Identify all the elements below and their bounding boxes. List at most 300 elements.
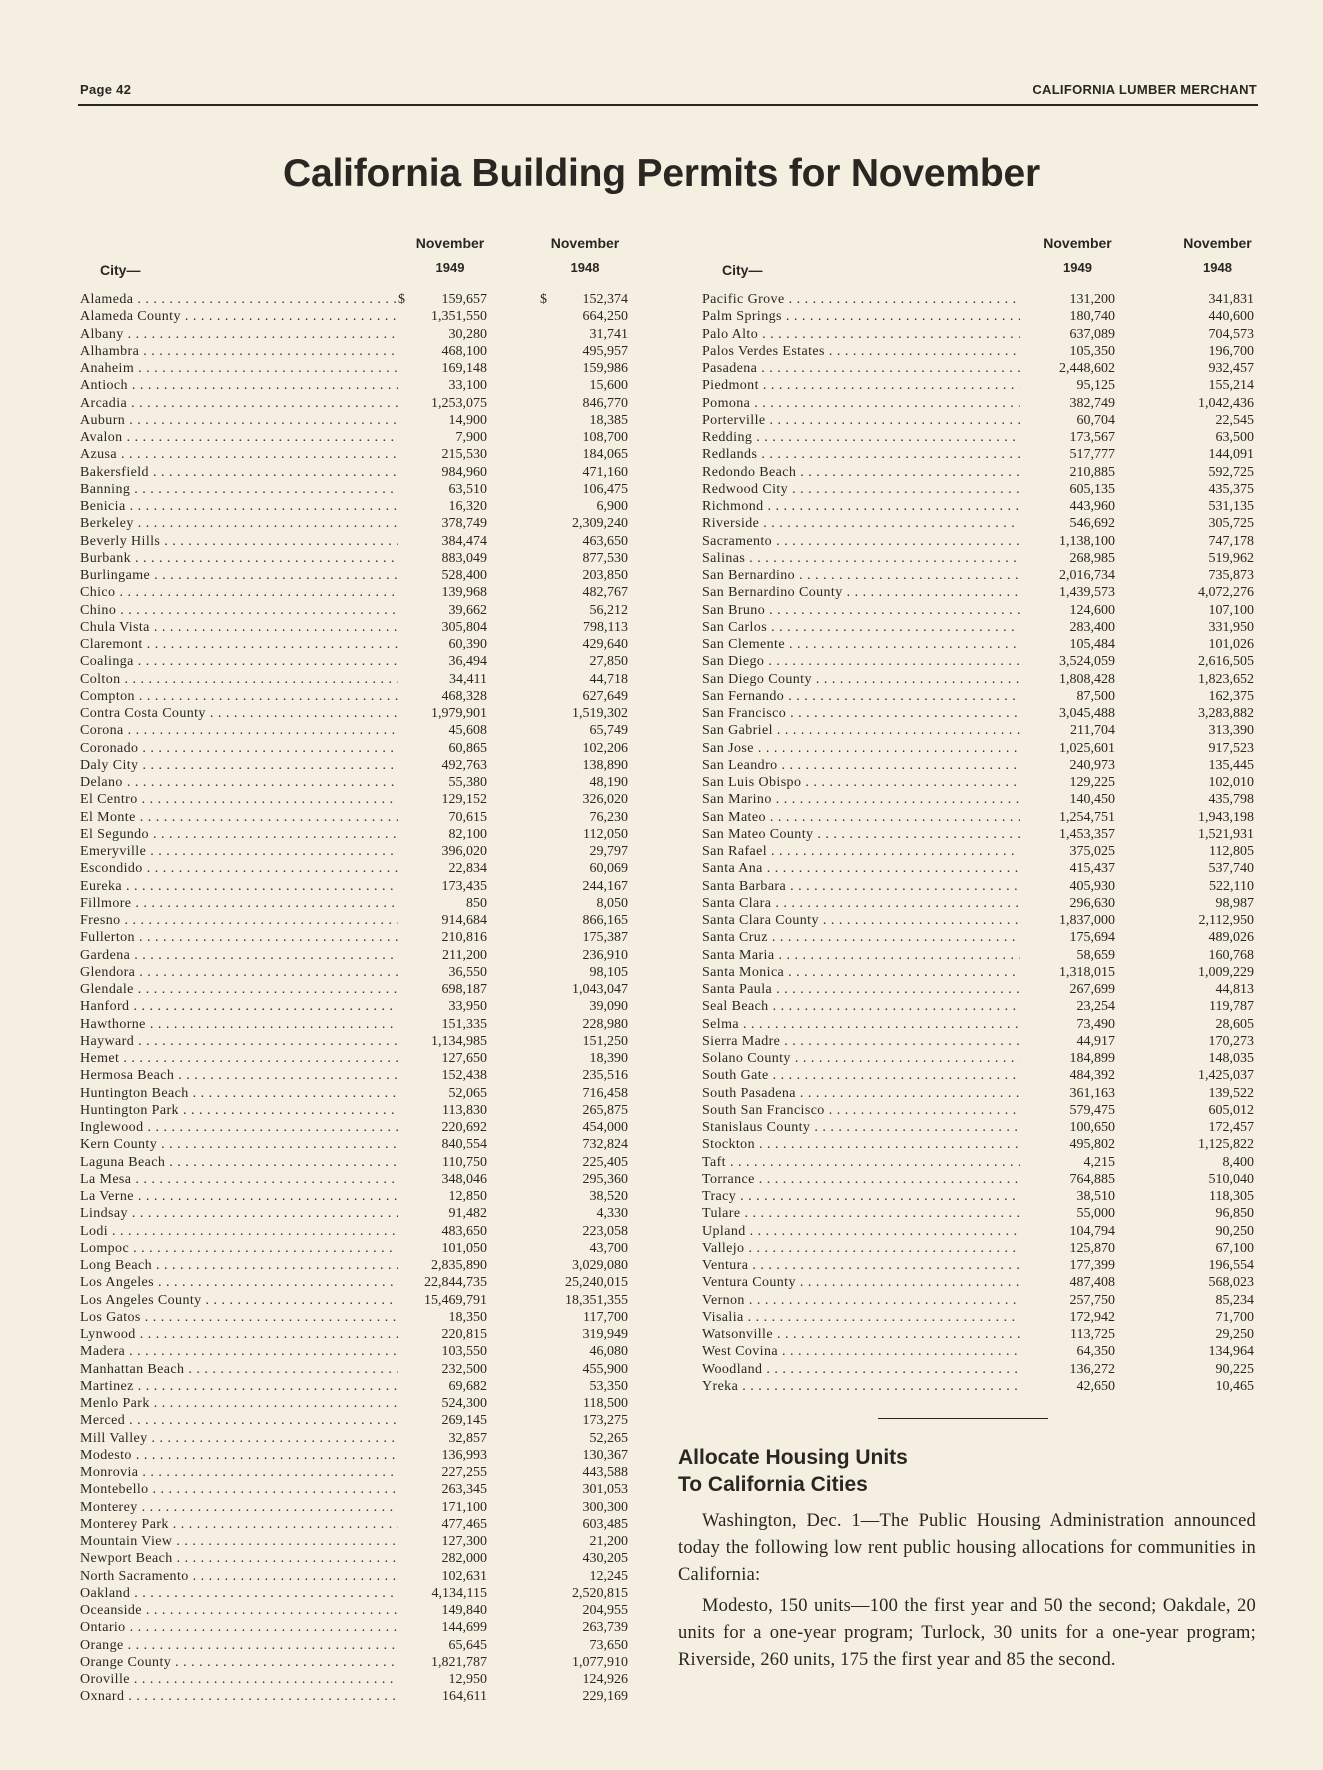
- table-row: [702, 757, 1254, 774]
- city-name: San Bernardino County . . .: [702, 584, 1020, 601]
- value-1948: 877,530: [582, 550, 628, 566]
- value-1949: 34,411: [449, 671, 487, 687]
- value-1948: 138,890: [582, 757, 628, 773]
- table-row: [702, 602, 1254, 619]
- table-row: [702, 446, 1254, 463]
- value-1949: 110,750: [442, 1154, 487, 1170]
- value-1948: 1,425,037: [1198, 1068, 1254, 1084]
- city-name: Corona . . .: [80, 722, 398, 739]
- value-1949: 169,148: [441, 361, 487, 376]
- value-1948: 155,214: [1208, 378, 1254, 394]
- value-1948: 300,300: [582, 1499, 628, 1515]
- value-1948: 798,113: [583, 619, 628, 635]
- value-1949: 405,930: [1069, 878, 1115, 894]
- value-1949: 3,524,059: [1059, 654, 1115, 670]
- city-name: Chino . . .: [80, 602, 398, 619]
- value-1949: 296,630: [1069, 895, 1115, 911]
- table-row: [80, 1050, 630, 1067]
- city-name: Hawthorne . . .: [80, 1016, 398, 1033]
- value-1949: 3,045,488: [1059, 706, 1115, 721]
- value-1949: 173,435: [441, 878, 487, 894]
- value-1948: 1,943,198: [1198, 809, 1254, 825]
- value-1948: 53,350: [589, 1378, 628, 1394]
- value-1948: 592,725: [1208, 464, 1254, 480]
- table-row: [80, 308, 630, 325]
- table-row: [702, 1085, 1254, 1102]
- value-1949: 172,942: [1069, 1309, 1115, 1325]
- city-name: West Covina . . .: [702, 1343, 1020, 1360]
- value-1949: 64,350: [1076, 1344, 1115, 1360]
- value-1949: 492,763: [441, 757, 487, 773]
- value-1948: 229,169: [582, 1689, 628, 1705]
- value-1949: 378,749: [441, 516, 487, 532]
- value-1949: 232,500: [441, 1361, 487, 1377]
- city-name: Redwood City . . .: [702, 481, 1020, 498]
- value-1948: 160,768: [1208, 947, 1254, 963]
- table-row: [80, 1533, 630, 1550]
- city-name: Merced . . .: [80, 1412, 398, 1429]
- value-1949: 375,025: [1069, 844, 1115, 859]
- city-name: Santa Cruz . . .: [702, 929, 1020, 946]
- value-1949: 91,482: [448, 1206, 487, 1222]
- value-1949: 58,659: [1076, 947, 1115, 963]
- city-name: Banning . . .: [80, 481, 398, 498]
- value-1948: 151,250: [582, 1033, 628, 1049]
- city-name: San Marino . . .: [702, 791, 1020, 808]
- value-1948: 10,465: [1215, 1378, 1254, 1394]
- value-1948: 98,105: [589, 964, 628, 980]
- value-1948: 28,605: [1215, 1016, 1254, 1032]
- city-name: Santa Monica . . .: [702, 964, 1020, 981]
- city-name: Porterville . . .: [702, 412, 1020, 429]
- value-1948: 305,725: [1208, 516, 1254, 532]
- table-row: [80, 964, 630, 981]
- table-row: [702, 1119, 1254, 1136]
- table-row: [702, 1343, 1254, 1360]
- right-1948-column-header: [1160, 235, 1275, 275]
- table-row: [702, 671, 1254, 688]
- city-name: Redlands . . .: [702, 446, 1020, 463]
- value-1948: 2,112,950: [1198, 913, 1254, 928]
- table-row: [80, 1292, 630, 1309]
- value-1949: 12,950: [448, 1672, 487, 1687]
- city-name: Ventura . . .: [702, 1257, 1020, 1274]
- city-name: Mountain View . . .: [80, 1533, 398, 1550]
- value-1949: 125,870: [1069, 1240, 1115, 1256]
- table-row: [702, 1016, 1254, 1033]
- city-name: Palm Springs . . .: [702, 308, 1020, 325]
- value-1948: 244,167: [582, 878, 628, 894]
- table-row: [80, 826, 630, 843]
- value-1948: 664,250: [582, 309, 628, 325]
- left-permits-table: [80, 291, 630, 1706]
- value-1948: 8,050: [596, 895, 628, 911]
- value-1949: 361,163: [1069, 1085, 1115, 1101]
- value-1948: 747,178: [1208, 533, 1254, 549]
- value-1949: 1,134,985: [431, 1033, 487, 1049]
- city-name: Newport Beach . . .: [80, 1550, 398, 1567]
- table-row: [80, 1102, 630, 1119]
- city-name: San Leandro . . .: [702, 757, 1020, 774]
- value-1948: 605,012: [1208, 1102, 1254, 1118]
- left-city-column-header: City—: [100, 262, 141, 278]
- table-row: [702, 998, 1254, 1015]
- table-row: [80, 1481, 630, 1498]
- table-row: [80, 1274, 630, 1291]
- table-row: [702, 740, 1254, 757]
- value-1949: 267,699: [1069, 982, 1115, 997]
- right-1948-year: 1948: [1203, 260, 1232, 275]
- value-1948: 112,805: [1209, 844, 1254, 859]
- table-row: [702, 377, 1254, 394]
- value-1949: 546,692: [1069, 516, 1115, 532]
- value-1949: 180,740: [1069, 309, 1115, 325]
- table-row: [80, 947, 630, 964]
- table-row: [702, 981, 1254, 998]
- city-name: Lodi . . .: [80, 1223, 398, 1240]
- value-1948: 196,554: [1208, 1258, 1254, 1273]
- value-1949: 105,350: [1069, 343, 1115, 359]
- value-1948: 522,110: [1209, 878, 1254, 894]
- table-row: [702, 895, 1254, 912]
- value-1949: 113,830: [442, 1102, 487, 1118]
- value-1948: 135,445: [1208, 757, 1254, 773]
- value-1949: 487,408: [1069, 1275, 1115, 1291]
- table-row: [80, 567, 630, 584]
- table-row: [702, 1188, 1254, 1205]
- right-city-column-header: City—: [722, 262, 763, 278]
- value-1948: 301,053: [582, 1482, 628, 1498]
- value-1949: 468,100: [441, 343, 487, 359]
- right-1949-month: November: [1043, 235, 1112, 251]
- city-name: Burlingame . . .: [80, 567, 398, 584]
- value-1948: 6,900: [596, 499, 628, 514]
- table-row: [80, 636, 630, 653]
- value-1948: 124,926: [582, 1672, 628, 1687]
- table-row: [702, 360, 1254, 377]
- value-1949: 484,392: [1069, 1068, 1115, 1084]
- value-1949: 1,837,000: [1059, 913, 1115, 928]
- city-name: South Pasadena . . .: [702, 1085, 1020, 1102]
- city-name: Riverside . . .: [702, 515, 1020, 532]
- value-1949: 33,100: [448, 378, 487, 394]
- value-1949: 348,046: [441, 1171, 487, 1187]
- city-name: El Monte . . .: [80, 809, 398, 826]
- value-1948: 440,600: [1208, 309, 1254, 325]
- value-1949: 87,500: [1076, 688, 1115, 704]
- city-name: Hemet . . .: [80, 1050, 398, 1067]
- value-1948: 101,026: [1208, 637, 1254, 652]
- value-1948: 489,026: [1208, 930, 1254, 946]
- value-1948: 482,767: [582, 585, 628, 601]
- table-row: [702, 567, 1254, 584]
- value-1948: 603,485: [582, 1516, 628, 1532]
- city-name: Compton . . .: [80, 688, 398, 705]
- city-name: Tulare . . .: [702, 1205, 1020, 1222]
- page-title: California Building Permits for November: [283, 152, 1040, 195]
- city-name: San Luis Obispo . . .: [702, 774, 1020, 791]
- table-row: [80, 1550, 630, 1567]
- value-1949: 2,835,890: [431, 1258, 487, 1273]
- value-1949: 210,885: [1069, 464, 1115, 480]
- value-1948: 4,330: [596, 1206, 628, 1222]
- table-row: [702, 636, 1254, 653]
- value-1948: 106,475: [582, 481, 628, 497]
- value-1948: 184,065: [582, 447, 628, 463]
- value-1948: 1,043,047: [572, 982, 628, 997]
- table-row: [702, 705, 1254, 722]
- value-1949: 113,725: [1070, 1327, 1115, 1342]
- value-1949: 127,300: [441, 1534, 487, 1549]
- value-1948: 235,516: [582, 1068, 628, 1084]
- table-row: [80, 929, 630, 946]
- city-name: Piedmont . . .: [702, 377, 1020, 394]
- value-1949: 524,300: [441, 1396, 487, 1411]
- table-row: [702, 826, 1254, 843]
- value-1949: 1,318,015: [1059, 964, 1115, 980]
- value-1949: 396,020: [441, 844, 487, 859]
- table-row: [80, 1464, 630, 1481]
- table-row: [80, 533, 630, 550]
- value-1948: 846,770: [582, 395, 628, 411]
- table-row: [702, 860, 1254, 877]
- value-1949: 15,469,791: [424, 1292, 487, 1308]
- value-1949: 82,100: [448, 826, 487, 842]
- value-1948: 96,850: [1215, 1206, 1254, 1222]
- right-1948-month: November: [1183, 235, 1252, 251]
- value-1949: 129,225: [1069, 775, 1115, 790]
- city-name: Selma . . .: [702, 1016, 1020, 1033]
- value-1948: 228,980: [582, 1016, 628, 1032]
- value-1949: 211,200: [442, 947, 487, 963]
- city-name: Vallejo . . .: [702, 1240, 1020, 1257]
- value-1948: 223,058: [582, 1223, 628, 1239]
- article-paragraph-1: Washington, Dec. 1—The Public Housing Administration announced today the following low rent public housing allocations for communities in California:: [678, 1511, 1256, 1585]
- city-name: San Diego County . . .: [702, 671, 1020, 688]
- value-1949: 268,985: [1069, 550, 1115, 566]
- city-name: Lindsay . . .: [80, 1205, 398, 1222]
- table-row: [80, 584, 630, 601]
- table-row: [80, 619, 630, 636]
- value-1949: 55,380: [448, 775, 487, 790]
- value-1949: 227,255: [441, 1465, 487, 1480]
- value-1948: 471,160: [582, 464, 628, 480]
- table-row: [80, 498, 630, 515]
- table-row: [80, 1119, 630, 1136]
- city-name: San Bernardino . . .: [702, 567, 1020, 584]
- value-1949: 104,794: [1069, 1223, 1115, 1239]
- city-name: Laguna Beach . . .: [80, 1154, 398, 1171]
- city-name: Santa Paula . . .: [702, 981, 1020, 998]
- city-name: Yreka . . .: [702, 1378, 1020, 1395]
- article-paragraph-2: Modesto, 150 units—100 the first year and 50 the second; Oakdale, 20 units for a one-year program; Turlock, 30 units for a one-year program; Riverside, 260 units, 175 the first year and 85 the second.: [678, 1596, 1256, 1670]
- city-name: Watsonville . . .: [702, 1326, 1020, 1343]
- value-1948: 67,100: [1215, 1240, 1254, 1256]
- city-name: San Jose . . .: [702, 740, 1020, 757]
- table-row: [80, 1136, 630, 1153]
- value-1949: 468,328: [441, 688, 487, 704]
- table-row: [80, 429, 630, 446]
- city-name: Palo Alto . . .: [702, 326, 1020, 343]
- table-row: [702, 843, 1254, 860]
- table-row: [702, 343, 1254, 360]
- city-name: South San Francisco . . .: [702, 1102, 1020, 1119]
- value-1948: 735,873: [1208, 568, 1254, 583]
- value-1949: 60,704: [1076, 412, 1115, 428]
- table-row: [80, 550, 630, 567]
- value-1949: 698,187: [441, 982, 487, 997]
- value-1948: 44,718: [589, 671, 628, 687]
- table-row: [80, 1585, 630, 1602]
- table-row: [80, 602, 630, 619]
- value-1949: 100,650: [1069, 1120, 1115, 1135]
- city-name: South Gate . . .: [702, 1067, 1020, 1084]
- value-1949: 282,000: [441, 1551, 487, 1567]
- city-name: Mill Valley . . .: [80, 1430, 398, 1447]
- city-name: Sacramento . . .: [702, 533, 1020, 550]
- value-1949: 175,694: [1069, 930, 1115, 946]
- value-1948: 170,273: [1208, 1033, 1254, 1049]
- table-row: [80, 1205, 630, 1222]
- value-1948: 43,700: [589, 1240, 628, 1256]
- table-row: [80, 671, 630, 688]
- value-1949: 1,253,075: [431, 395, 487, 411]
- value-1948: 18,390: [589, 1051, 628, 1066]
- table-row: [80, 1240, 630, 1257]
- city-name: El Centro . . .: [80, 791, 398, 808]
- city-name: Los Angeles . . .: [80, 1274, 398, 1291]
- left-1948-column-header: [530, 235, 640, 275]
- city-name: Berkeley . . .: [80, 515, 398, 532]
- value-1948: 152,374: [582, 292, 628, 307]
- table-row: [702, 688, 1254, 705]
- value-1948: 341,831: [1208, 292, 1254, 307]
- table-row: [702, 1154, 1254, 1171]
- table-row: [80, 653, 630, 670]
- value-1948: 144,091: [1208, 447, 1254, 463]
- city-name: Pacific Grove . . .: [702, 291, 1020, 308]
- value-1949: 70,615: [448, 809, 487, 825]
- value-1949: 4,134,115: [431, 1585, 487, 1601]
- value-1948: 108,700: [582, 430, 628, 445]
- table-row: [702, 947, 1254, 964]
- city-name: Delano . . .: [80, 774, 398, 791]
- value-1949: 42,650: [1076, 1378, 1115, 1394]
- city-name: Hermosa Beach . . .: [80, 1067, 398, 1084]
- value-1948: 627,649: [582, 688, 628, 704]
- value-1948: 119,787: [1209, 999, 1254, 1015]
- city-name: Escondido . . .: [80, 860, 398, 877]
- table-row: [702, 395, 1254, 412]
- value-1948: 435,798: [1208, 792, 1254, 808]
- table-row: [80, 1085, 630, 1102]
- table-row: [80, 688, 630, 705]
- value-1948: 15,600: [589, 378, 628, 394]
- city-name: Fillmore . . .: [80, 895, 398, 912]
- value-1948: 29,250: [1215, 1327, 1254, 1342]
- value-1948: 102,010: [1208, 775, 1254, 790]
- value-1948: 2,616,505: [1198, 654, 1254, 670]
- table-row: [80, 291, 630, 308]
- value-1948: 90,250: [1215, 1223, 1254, 1239]
- table-row: [80, 1378, 630, 1395]
- table-row: [80, 1395, 630, 1412]
- city-name: Gardena . . .: [80, 947, 398, 964]
- article-heading-line-1: Allocate Housing Units: [678, 1446, 908, 1469]
- value-1948: 71,700: [1215, 1309, 1254, 1325]
- city-name: Solano County . . .: [702, 1050, 1020, 1067]
- value-1948: 63,500: [1215, 430, 1254, 445]
- city-name: Coronado . . .: [80, 740, 398, 757]
- table-row: [702, 584, 1254, 601]
- value-1949: 605,135: [1069, 481, 1115, 497]
- value-1948: 1,519,302: [572, 706, 628, 721]
- value-1949: 840,554: [441, 1137, 487, 1153]
- table-row: [80, 1309, 630, 1326]
- value-1949: 7,900: [455, 430, 487, 445]
- value-1949: 32,857: [448, 1430, 487, 1446]
- value-1948: 704,573: [1208, 326, 1254, 342]
- value-1949: 164,611: [442, 1689, 487, 1705]
- value-1948: 22,545: [1215, 412, 1254, 428]
- value-1949: 73,490: [1076, 1016, 1115, 1032]
- value-1949: 483,650: [441, 1223, 487, 1239]
- table-row: [702, 1171, 1254, 1188]
- table-row: [80, 1568, 630, 1585]
- city-name: Redondo Beach . . .: [702, 464, 1020, 481]
- value-1949: 16,320: [448, 499, 487, 514]
- left-1948-year: 1948: [570, 260, 600, 275]
- value-1948: 18,351,355: [565, 1292, 628, 1308]
- section-divider: [878, 1418, 1048, 1419]
- city-name: Sierra Madre . . .: [702, 1033, 1020, 1050]
- city-name: Redding . . .: [702, 429, 1020, 446]
- value-1948: 44,813: [1215, 982, 1254, 997]
- table-row: [80, 1223, 630, 1240]
- value-1949: 12,850: [448, 1189, 487, 1204]
- city-name: Antioch . . .: [80, 377, 398, 394]
- value-1948: 148,035: [1208, 1051, 1254, 1066]
- value-1948: 1,077,910: [572, 1654, 628, 1670]
- table-row: [702, 1067, 1254, 1084]
- value-1949: 263,345: [441, 1482, 487, 1498]
- right-1949-year: 1949: [1063, 260, 1092, 275]
- value-1949: 139,968: [441, 585, 487, 601]
- value-1948: 3,283,882: [1198, 706, 1254, 721]
- value-1949: 914,684: [441, 913, 487, 928]
- value-1948: 73,650: [589, 1637, 628, 1653]
- table-row: [702, 308, 1254, 325]
- table-row: [702, 291, 1254, 308]
- value-1949: 30,280: [448, 326, 487, 342]
- value-1948: 31,741: [589, 326, 628, 342]
- city-name: Colton . . .: [80, 671, 398, 688]
- value-1948: 18,385: [589, 412, 628, 428]
- currency-symbol-1948: $: [540, 292, 547, 307]
- city-name: Madera . . .: [80, 1343, 398, 1360]
- city-name: Daly City . . .: [80, 757, 398, 774]
- value-1949: 220,815: [441, 1327, 487, 1342]
- city-name: Alhambra . . .: [80, 343, 398, 360]
- table-row: [702, 1223, 1254, 1240]
- value-1948: 716,458: [582, 1085, 628, 1101]
- value-1949: 38,510: [1076, 1189, 1115, 1204]
- left-1949-month: November: [415, 235, 485, 251]
- left-1949-year: 1949: [435, 260, 465, 275]
- value-1949: 850: [466, 895, 487, 911]
- city-name: Auburn . . .: [80, 412, 398, 429]
- article-heading-line-2: To California Cities: [678, 1473, 868, 1496]
